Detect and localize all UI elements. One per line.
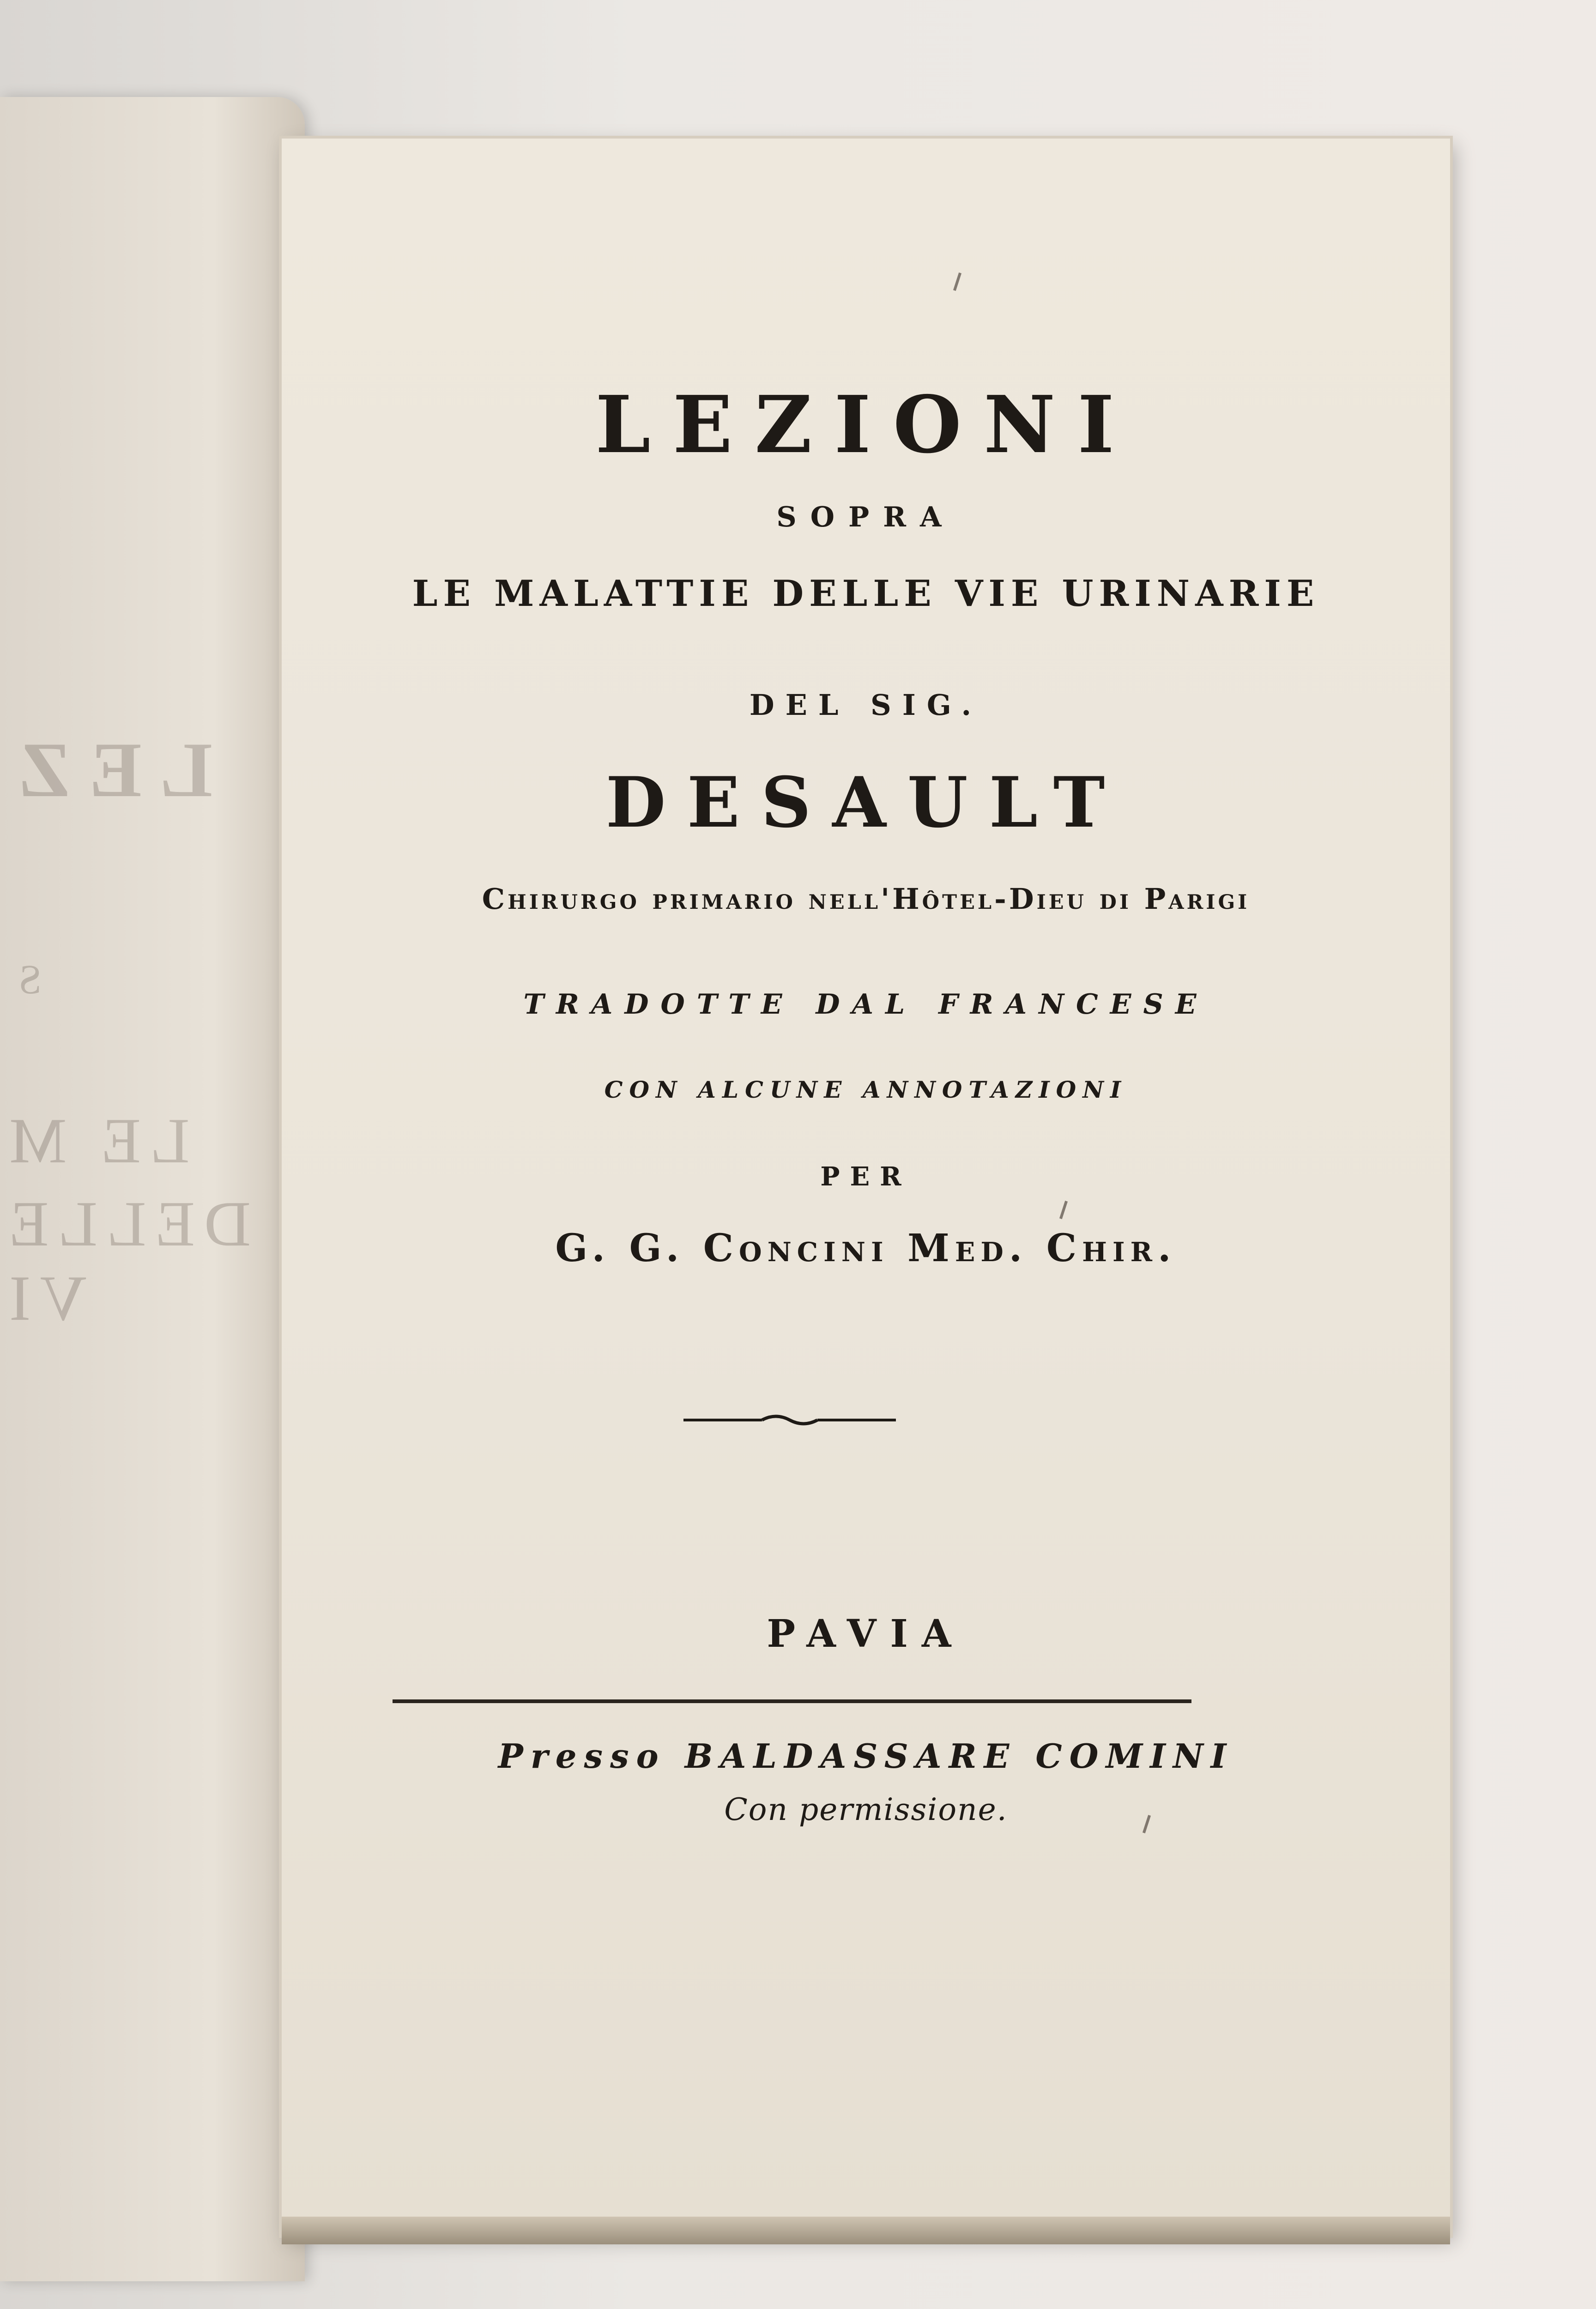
ornament-divider-icon bbox=[683, 1411, 896, 1429]
book-title: LEZIONI bbox=[595, 379, 1137, 471]
author-intro: DEL SIG. bbox=[749, 688, 983, 722]
author-name: DESAULT bbox=[605, 762, 1126, 843]
book-subject: LE MALATTIE DELLE VIE URINARIE bbox=[412, 573, 1320, 615]
facing-page bbox=[0, 97, 305, 2281]
annotations-note: CON ALCUNE ANNOTAZIONI bbox=[604, 1076, 1128, 1103]
permission-note: Con permissione. bbox=[724, 1792, 1008, 1827]
title-preposition: SOPRA bbox=[776, 501, 955, 533]
translation-note: TRADOTTE DAL FRANCESE bbox=[523, 988, 1209, 1021]
publication-city: PAVIA bbox=[767, 1612, 965, 1656]
bleed-through-text: S bbox=[0, 957, 42, 1003]
by-label: PER bbox=[820, 1161, 912, 1192]
horizontal-rule bbox=[393, 1699, 1191, 1703]
bleed-through-text: LE M bbox=[0, 1105, 190, 1177]
publisher: Presso BALDASSARE COMINI bbox=[498, 1736, 1234, 1776]
translator-name: G. G. Concini Med. Chir. bbox=[555, 1226, 1177, 1270]
bleed-through-text: LEZ bbox=[0, 726, 213, 813]
page-edge bbox=[282, 2217, 1450, 2244]
bleed-through-text: DELLE VI bbox=[0, 1188, 251, 1334]
author-role: Chirurgo primario nell'Hôtel-Dieu di Parigi bbox=[482, 882, 1250, 916]
